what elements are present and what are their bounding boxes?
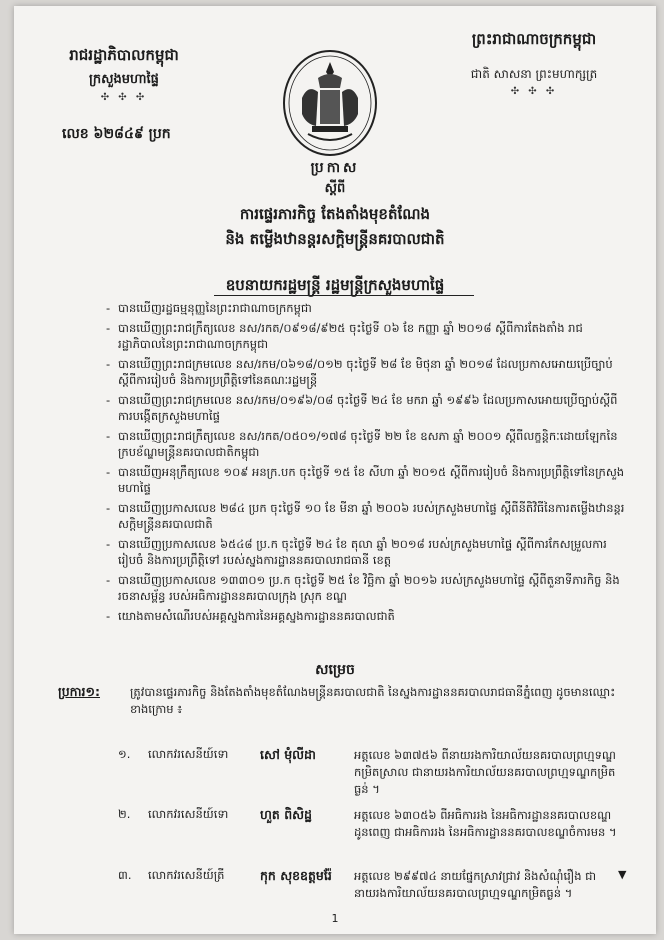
person-name: កុក សុខឧត្តមរ៉ែ	[260, 868, 332, 883]
ornament-divider: ✣ ✣ ✣	[100, 92, 148, 103]
person-rank: លោកវរសេនីយ៍ទោ	[148, 807, 229, 821]
minister-title: ឧបនាយករដ្ឋមន្ត្រី រដ្ឋមន្ត្រីក្រសួងមហាផ្ទៃ	[225, 276, 445, 294]
person-description: អត្តលេខ ៦៣៧៥៦ ពីនាយរងការិយាល័យនគរបាលព្រហ្មទណ្ឌកម្រិតស្រាល ជានាយរងការិយាល័យនគរបាលព្រហ្មទណ្ឌកម្រិតធ្ងន់ ។	[354, 748, 616, 796]
person-description: អត្តលេខ ២៩៩៧៤ នាយផ្នែកស្រាវជ្រាវ និងសំណុំរឿង ជានាយរងការិយាល័យនគរបាលព្រហ្មទណ្ឌកម្រិតធ្ងន់ ។	[354, 869, 597, 900]
consideration-item: - បានឃើញព្រះរាជក្រមលេខ នស/រកម/០៦១៨/០១២ ចុះថ្ងៃទី ២៨ ខែ មិថុនា ឆ្នាំ ២០១៨ ដែលប្រកាសអោយប្រើច្បាប់ស្តីពីការរៀបចំ និងការប្រព្រឹត្តិទៅនៃគណៈរដ្ឋមន្ត្រី	[106, 356, 626, 388]
royal-emblem-icon	[280, 48, 380, 158]
article-label: ប្រការ១:	[58, 684, 100, 699]
person-rank: លោកវរសេនីយ៍ត្រី	[148, 868, 225, 882]
national-motto: ជាតិ សាសនា ព្រះមហាក្សត្រ	[470, 67, 598, 81]
document-type: ប្រកាស	[310, 160, 360, 176]
document-number: លេខ ៦២៨៤៩ ប្រក	[62, 126, 171, 142]
consideration-item: - បានឃើញអនុក្រឹត្យលេខ ១០៩ អនក្រ.បក ចុះថ្ងៃទី ១៥ ខែ សីហា ឆ្នាំ ២០១៥ ស្តីពីការរៀបចំ និងការប្រព្រឹត្តិទៅនៃក្រសួងមហាផ្ទៃ	[106, 464, 626, 496]
considerations-list	[106, 300, 626, 628]
consideration-item: - បានឃើញព្រះរាជក្រឹត្យលេខ នស/រកត/០៩១៨/៩២៥ ចុះថ្ងៃទី ០៦ ខែ កញ្ញា ឆ្នាំ ២០១៨ ស្តីពីការតែងតាំង រាជរដ្ឋាភិបាលនៃព្រះរាជាណាចក្រកម្ពុជា	[106, 320, 626, 352]
consideration-item: - បានឃើញព្រះរាជក្រឹត្យលេខ នស/រកត/០៥០១/១៧៨ ចុះថ្ងៃទី ២២ ខែ ឧសភា ឆ្នាំ ២០០១ ស្តីពីលក្ខន្តិកៈដោយឡែកនៃក្របខ័ណ្ឌមន្ត្រីនគរបាលជាតិកម្ពុជា	[106, 428, 626, 460]
person-rank: លោកវរសេនីយ៍ទោ	[148, 747, 229, 761]
ministry-department: ក្រសួងមហាផ្ទៃ	[89, 72, 159, 87]
ministry-header	[44, 46, 204, 103]
person-description: អត្តលេខ ៦៣០៥៦ ពីអធិការរង នៃអធិការដ្ឋាននគរបាលខណ្ឌដូនពេញ ជាអធិការរង នៃអធិការដ្ឋាននគរបាលខណ្ឌចំការមន ។	[354, 808, 617, 839]
consideration-item: - បានឃើញប្រកាសលេខ ២៨៤ ប្រក ចុះថ្ងៃទី ១០ ខែ មីនា ឆ្នាំ ២០០៦ របស់ក្រសួងមហាផ្ទៃ ស្តីពីនីតិវិធីនៃការតម្លើងឋានន្តរសក្តិមន្ត្រីនគរបាលជាតិ	[106, 500, 626, 532]
divider-line	[214, 295, 474, 296]
kingdom-header	[434, 30, 634, 97]
consideration-item: - បានឃើញរដ្ឋធម្មនុញ្ញនៃព្រះរាជាណាចក្រកម្ពុជា	[106, 300, 626, 316]
person-entry	[14, 747, 656, 803]
decision-heading: សម្រេច	[315, 662, 355, 678]
consideration-item: - បានឃើញប្រកាសលេខ ១៣៣០១ ប្រ.ក ចុះថ្ងៃទី ២៥ ខែ វិច្ឆិកា ឆ្នាំ ២០១៦ របស់ក្រសួងមហាផ្ទៃ ស្តីពីតួនាទីភារកិច្ច និងរចនាសម្ព័ន្ធ របស់អធិការដ្ឋាននគរបាលក្រុង ស្រុក ខណ្ឌ	[106, 572, 626, 604]
person-number: ២.	[118, 807, 131, 821]
article-text: ត្រូវបានផ្ទេរភារកិច្ច និងតែងតាំងមុខតំណែងមន្ត្រីនគរបាលជាតិ នៃស្នងការដ្ឋាននគរបាលរាជធានីភ្នំពេញ ដូចមានឈ្មោះខាងក្រោម ៖	[130, 685, 616, 716]
kingdom-name: ព្រះរាជាណាចក្រកម្ពុជា	[471, 30, 597, 48]
ornament-divider: ✣ ✣ ✣	[510, 86, 558, 97]
person-name: ហួត ពិសិដ្ឋ	[260, 807, 312, 822]
document-page	[14, 6, 656, 934]
person-name: សៅ មុំលីដា	[260, 747, 316, 762]
consideration-item: - យោងតាមសំណើរបស់អគ្គស្នងការនៃអគ្គស្នងការដ្ឋាននគរបាលជាតិ	[106, 608, 626, 624]
document-title-line2: និង តម្លើងឋានន្តរសក្តិមន្ត្រីនគរបាលជាតិ	[225, 230, 445, 248]
person-entry	[14, 807, 656, 863]
document-about: ស្តីពី	[324, 181, 346, 196]
page-number: 1	[331, 912, 339, 925]
document-title-line1: ការផ្ទេរភារកិច្ច តែងតាំងមុខតំណែង	[239, 205, 431, 223]
consideration-item: - បានឃើញប្រកាសលេខ ៦៥៤៨ ប្រ.ក ចុះថ្ងៃទី ២៤ ខែ តុលា ឆ្នាំ ២០១៨ របស់ក្រសួងមហាផ្ទៃ ស្តីពីការកែសម្រួលការរៀបចំ និងការប្រព្រឹត្តិទៅ របស់ស្នងការដ្ឋាននគរបាលរាជធានី ខេត្ត	[106, 536, 626, 568]
ministry-name: រាជរដ្ឋាភិបាលកម្ពុជា	[69, 46, 179, 64]
consideration-item: - បានឃើញព្រះរាជក្រមលេខ នស/រកម/០១៩៦/០៨ ចុះថ្ងៃទី ២៤ ខែ មករា ឆ្នាំ ១៩៩៦ ដែលប្រកាសអោយប្រើច្បាប់ស្តីពីការបង្កើតក្រសួងមហាផ្ទៃ	[106, 392, 626, 424]
continuation-mark: ▼	[618, 868, 627, 881]
person-number: ៣.	[118, 868, 132, 882]
person-number: ១.	[118, 747, 131, 761]
